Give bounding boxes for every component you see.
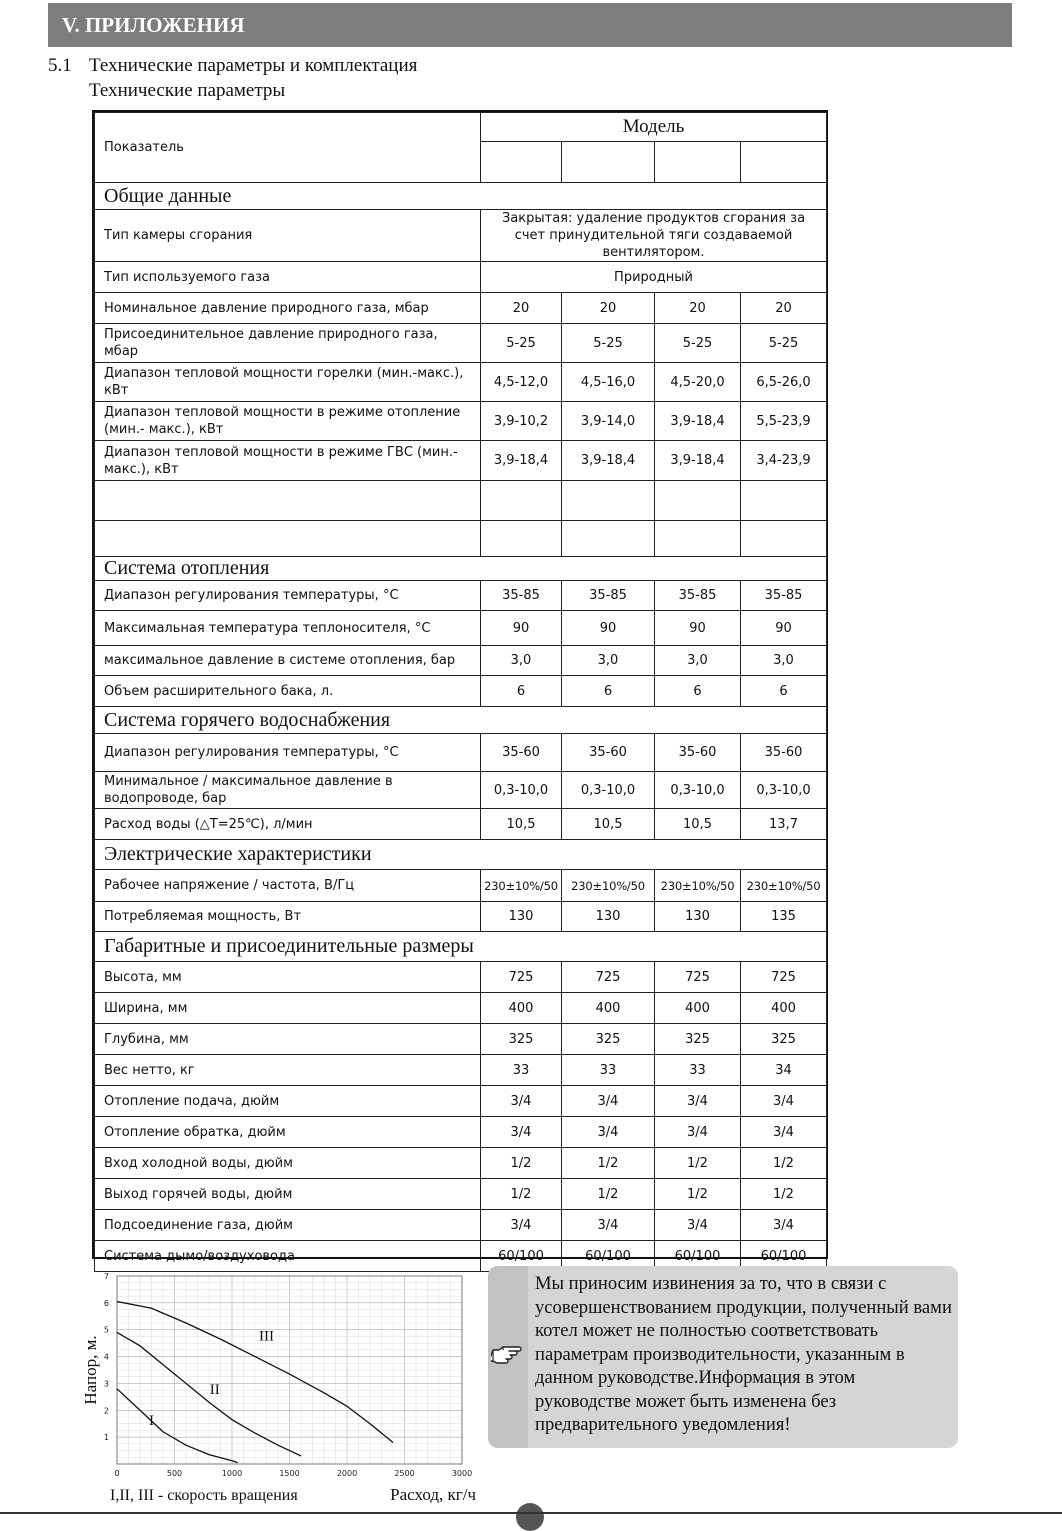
spec-label: Диапазон тепловой мощности в режиме ГВС (мин.- макс.), кВт (95, 441, 481, 481)
spec-label: максимальное давление в системе отопления, бар (95, 646, 481, 676)
spec-row (95, 772, 827, 809)
spec-label: Вход холодной воды, дюйм (95, 1148, 481, 1179)
spec-value: 3/4 (655, 1117, 741, 1148)
spec-label: Система дымо/воздуховода (95, 1241, 481, 1272)
spec-value: 400 (655, 993, 741, 1024)
spec-value: 35-60 (741, 734, 827, 772)
pump-performance-chart (78, 1266, 480, 1508)
spec-value: 4,5-20,0 (655, 363, 741, 402)
pump-chart-svg (78, 1266, 480, 1508)
specifications-body (95, 113, 827, 1272)
spec-value: 3,9-18,4 (655, 441, 741, 481)
spec-label: Тип используемого газа (95, 262, 481, 293)
spec-value: 60/100 (741, 1241, 827, 1272)
model-header: Модель (481, 113, 827, 142)
spec-label: Диапазон регулирования температуры, °С (95, 734, 481, 772)
spec-value: 35-85 (741, 581, 827, 611)
series-label: III (259, 1328, 274, 1345)
spec-value: 20 (562, 293, 655, 324)
spec-value: 1/2 (655, 1179, 741, 1210)
model-name-cell (741, 142, 827, 183)
spec-value: 325 (655, 1024, 741, 1055)
spec-value: 4,5-12,0 (481, 363, 562, 402)
y-tick-label: 5 (103, 1325, 109, 1335)
spec-value: 230±10%/50 (655, 870, 741, 902)
spec-value: 1/2 (562, 1148, 655, 1179)
spec-label (95, 521, 481, 557)
spec-value: 10,5 (655, 809, 741, 840)
spec-row (95, 1210, 827, 1241)
spec-value: 1/2 (562, 1179, 655, 1210)
y-axis-label: Напор, м. (81, 1335, 100, 1405)
spec-row (95, 324, 827, 363)
spec-label: Диапазон тепловой мощности в режиме отопление (мин.- макс.), кВт (95, 402, 481, 441)
spec-value: 33 (655, 1055, 741, 1086)
spec-label: Присоединительное давление природного газа, мбар (95, 324, 481, 363)
spec-value: 130 (655, 902, 741, 932)
spec-label: Вес нетто, кг (95, 1055, 481, 1086)
spec-value: 3,9-18,4 (481, 441, 562, 481)
spec-label: Максимальная температура теплоносителя, °С (95, 611, 481, 646)
spec-row (95, 809, 827, 840)
spec-value: 90 (655, 611, 741, 646)
spec-value (481, 481, 562, 521)
spec-value: 4,5-16,0 (562, 363, 655, 402)
spec-row (95, 402, 827, 441)
spec-value (741, 481, 827, 521)
spec-value: 90 (741, 611, 827, 646)
chart-caption: I,II, III - скорость вращения (110, 1487, 298, 1504)
spec-value: 20 (481, 293, 562, 324)
spec-value: 3/4 (655, 1086, 741, 1117)
spec-value: 1/2 (741, 1148, 827, 1179)
section-title: Технические параметры и комплектация (89, 55, 418, 76)
spec-row (95, 363, 827, 402)
page-number-marker (516, 1503, 544, 1531)
spec-row (95, 870, 827, 902)
spec-label: Ширина, мм (95, 993, 481, 1024)
y-tick-label: 7 (103, 1272, 109, 1281)
spec-row (95, 1055, 827, 1086)
spec-value: 3/4 (562, 1086, 655, 1117)
spec-value: 20 (741, 293, 827, 324)
pointing-hand-icon (491, 1342, 527, 1366)
spec-value: 325 (481, 1024, 562, 1055)
spec-label: Номинальное давление природного газа, мбар (95, 293, 481, 324)
y-tick-label: 6 (103, 1298, 109, 1308)
spec-value: 1/2 (481, 1148, 562, 1179)
spec-value: 5,5-23,9 (741, 402, 827, 441)
spec-row (95, 902, 827, 932)
spec-value: 33 (562, 1055, 655, 1086)
spec-value: 13,7 (741, 809, 827, 840)
spec-label: Минимальное / максимальное давление в водопроводе, бар (95, 772, 481, 809)
spec-row (95, 1086, 827, 1117)
spec-value: 3,9-18,4 (562, 441, 655, 481)
spec-value: 10,5 (562, 809, 655, 840)
spec-value: 90 (481, 611, 562, 646)
spec-row (95, 481, 827, 521)
spec-value: 325 (741, 1024, 827, 1055)
spec-label: Высота, мм (95, 962, 481, 993)
y-tick-label: 1 (103, 1433, 109, 1443)
spec-value: 3,0 (655, 646, 741, 676)
spec-row (95, 734, 827, 772)
section-banner: V. ПРИЛОЖЕНИЯ (48, 3, 1012, 47)
spec-value: 90 (562, 611, 655, 646)
section-title: Габаритные и присоединительные размеры (95, 932, 827, 962)
spec-value: 35-60 (481, 734, 562, 772)
spec-label: Объем расширительного бака, л. (95, 676, 481, 707)
spec-value: 3,4-23,9 (741, 441, 827, 481)
spec-value (655, 521, 741, 557)
series-label: I (149, 1413, 154, 1430)
spec-value: 325 (562, 1024, 655, 1055)
spec-value: 5-25 (481, 324, 562, 363)
spec-row (95, 1148, 827, 1179)
spec-value: 35-60 (562, 734, 655, 772)
spec-row (95, 441, 827, 481)
spec-value: 725 (741, 962, 827, 993)
x-tick-label: 2500 (394, 1469, 415, 1478)
spec-label: Диапазон тепловой мощности горелки (мин.-макс.), кВт (95, 363, 481, 402)
x-axis-label: Расход, кг/ч (390, 1485, 476, 1504)
spec-row (95, 1117, 827, 1148)
spec-value: 6 (741, 676, 827, 707)
x-tick-label: 1000 (221, 1469, 243, 1478)
header-row (95, 113, 827, 142)
spec-label: Диапазон регулирования температуры, °С (95, 581, 481, 611)
section-heading (48, 55, 417, 77)
section-title: Система горячего водоснабжения (95, 707, 827, 734)
spec-value: 725 (481, 962, 562, 993)
notice-box (488, 1266, 958, 1448)
specifications-table (92, 110, 828, 1264)
spec-value: 3,0 (562, 646, 655, 676)
spec-value: 3,0 (741, 646, 827, 676)
spec-value: 725 (655, 962, 741, 993)
spec-value: 3,0 (481, 646, 562, 676)
spec-value: 35-60 (655, 734, 741, 772)
gas-type-value: Природный (481, 262, 827, 293)
spec-value: 0,3-10,0 (481, 772, 562, 809)
spec-value (655, 481, 741, 521)
spec-row (95, 676, 827, 707)
model-name-cell (655, 142, 741, 183)
spec-value: 33 (481, 1055, 562, 1086)
spec-value (562, 481, 655, 521)
spec-row (95, 293, 827, 324)
x-tick-label: 0 (114, 1469, 120, 1478)
section-title: Система отопления (95, 557, 827, 581)
spec-value: 400 (481, 993, 562, 1024)
spec-value: 60/100 (481, 1241, 562, 1272)
spec-label: Подсоединение газа, дюйм (95, 1210, 481, 1241)
spec-value: 34 (741, 1055, 827, 1086)
spec-row (95, 1179, 827, 1210)
spec-value: 35-85 (562, 581, 655, 611)
spec-row (95, 581, 827, 611)
spec-value: 3/4 (481, 1117, 562, 1148)
spec-value: 3/4 (741, 1210, 827, 1241)
spec-label: Рабочее напряжение / частота, В/Гц (95, 870, 481, 902)
spec-value: 3/4 (741, 1086, 827, 1117)
spec-label: Потребляемая мощность, Вт (95, 902, 481, 932)
chamber-type-value: Закрытая: удаление продуктов сгорания за счет принудительной тяги создаваемой вентилятором. (481, 210, 827, 262)
spec-value: 10,5 (481, 809, 562, 840)
x-tick-label: 1500 (279, 1469, 300, 1478)
spec-value: 725 (562, 962, 655, 993)
spec-value: 3/4 (741, 1117, 827, 1148)
spec-value: 5-25 (741, 324, 827, 363)
spec-value: 3/4 (481, 1210, 562, 1241)
subsection-title: Технические параметры (89, 80, 286, 101)
spec-value: 1/2 (655, 1148, 741, 1179)
spec-value: 3/4 (655, 1210, 741, 1241)
spec-value: 230±10%/50 (481, 870, 562, 902)
y-tick-label: 3 (103, 1379, 109, 1389)
spec-label (95, 481, 481, 521)
section-title: Общие данные (95, 183, 827, 210)
spec-value: 6,5-26,0 (741, 363, 827, 402)
spec-label: Отопление подача, дюйм (95, 1086, 481, 1117)
spec-value: 135 (741, 902, 827, 932)
spec-value: 1/2 (741, 1179, 827, 1210)
spec-row (95, 646, 827, 676)
spec-value (741, 521, 827, 557)
indicator-header: Показатель (95, 113, 481, 183)
spec-value: 35-85 (655, 581, 741, 611)
spec-value (481, 521, 562, 557)
spec-value: 3,9-10,2 (481, 402, 562, 441)
spec-value: 3/4 (481, 1086, 562, 1117)
spec-value: 6 (562, 676, 655, 707)
spec-row (95, 993, 827, 1024)
spec-label: Глубина, мм (95, 1024, 481, 1055)
spec-value: 130 (481, 902, 562, 932)
spec-value: 60/100 (655, 1241, 741, 1272)
spec-value: 400 (741, 993, 827, 1024)
spec-value: 3,9-14,0 (562, 402, 655, 441)
spec-value: 35-85 (481, 581, 562, 611)
spec-value: 230±10%/50 (741, 870, 827, 902)
spec-value: 5-25 (562, 324, 655, 363)
spec-value: 3/4 (562, 1210, 655, 1241)
spec-row (95, 1024, 827, 1055)
spec-label: Расход воды (△T=25℃), л/мин (95, 809, 481, 840)
spec-value: 3,9-18,4 (655, 402, 741, 441)
spec-value: 3/4 (562, 1117, 655, 1148)
spec-value: 6 (481, 676, 562, 707)
notice-text: Мы приносим извинения за то, что в связи с усовершенствованием продукции, полученный вами котел может не полностью соответствовать параметрам производительности, указанным в данном руководстве.Информация в этом руководстве может быть изменена без предварительного уведомления! (535, 1273, 952, 1435)
spec-value: 0,3-10,0 (655, 772, 741, 809)
spec-value: 6 (655, 676, 741, 707)
x-tick-label: 500 (166, 1469, 183, 1478)
section-title: Электрические характеристики (95, 840, 827, 870)
spec-row (95, 521, 827, 557)
section-row-general (95, 183, 827, 210)
spec-row (95, 262, 827, 293)
spec-value (562, 521, 655, 557)
pump-curve-I (117, 1389, 238, 1463)
spec-value: 5-25 (655, 324, 741, 363)
y-tick-label: 2 (103, 1406, 109, 1416)
model-name-cell (562, 142, 655, 183)
spec-label: Отопление обратка, дюйм (95, 1117, 481, 1148)
section-row-electrical (95, 840, 827, 870)
spec-row (95, 962, 827, 993)
spec-row (95, 611, 827, 646)
spec-label: Тип камеры сгорания (95, 210, 481, 262)
model-name-cell (481, 142, 562, 183)
spec-value: 1/2 (481, 1179, 562, 1210)
x-tick-label: 2000 (336, 1469, 358, 1478)
spec-value: 0,3-10,0 (741, 772, 827, 809)
spec-value: 0,3-10,0 (562, 772, 655, 809)
spec-value: 230±10%/50 (562, 870, 655, 902)
x-tick-label: 3000 (451, 1469, 473, 1478)
section-row-heating (95, 557, 827, 581)
spec-value: 400 (562, 993, 655, 1024)
y-tick-label: 4 (103, 1352, 109, 1362)
spec-label: Выход горячей воды, дюйм (95, 1179, 481, 1210)
spec-row (95, 210, 827, 262)
spec-value: 130 (562, 902, 655, 932)
section-row-dhw (95, 707, 827, 734)
section-number: 5.1 (48, 55, 72, 76)
section-row-dimensions (95, 932, 827, 962)
series-label: II (209, 1382, 220, 1399)
spec-value: 60/100 (562, 1241, 655, 1272)
spec-value: 20 (655, 293, 741, 324)
